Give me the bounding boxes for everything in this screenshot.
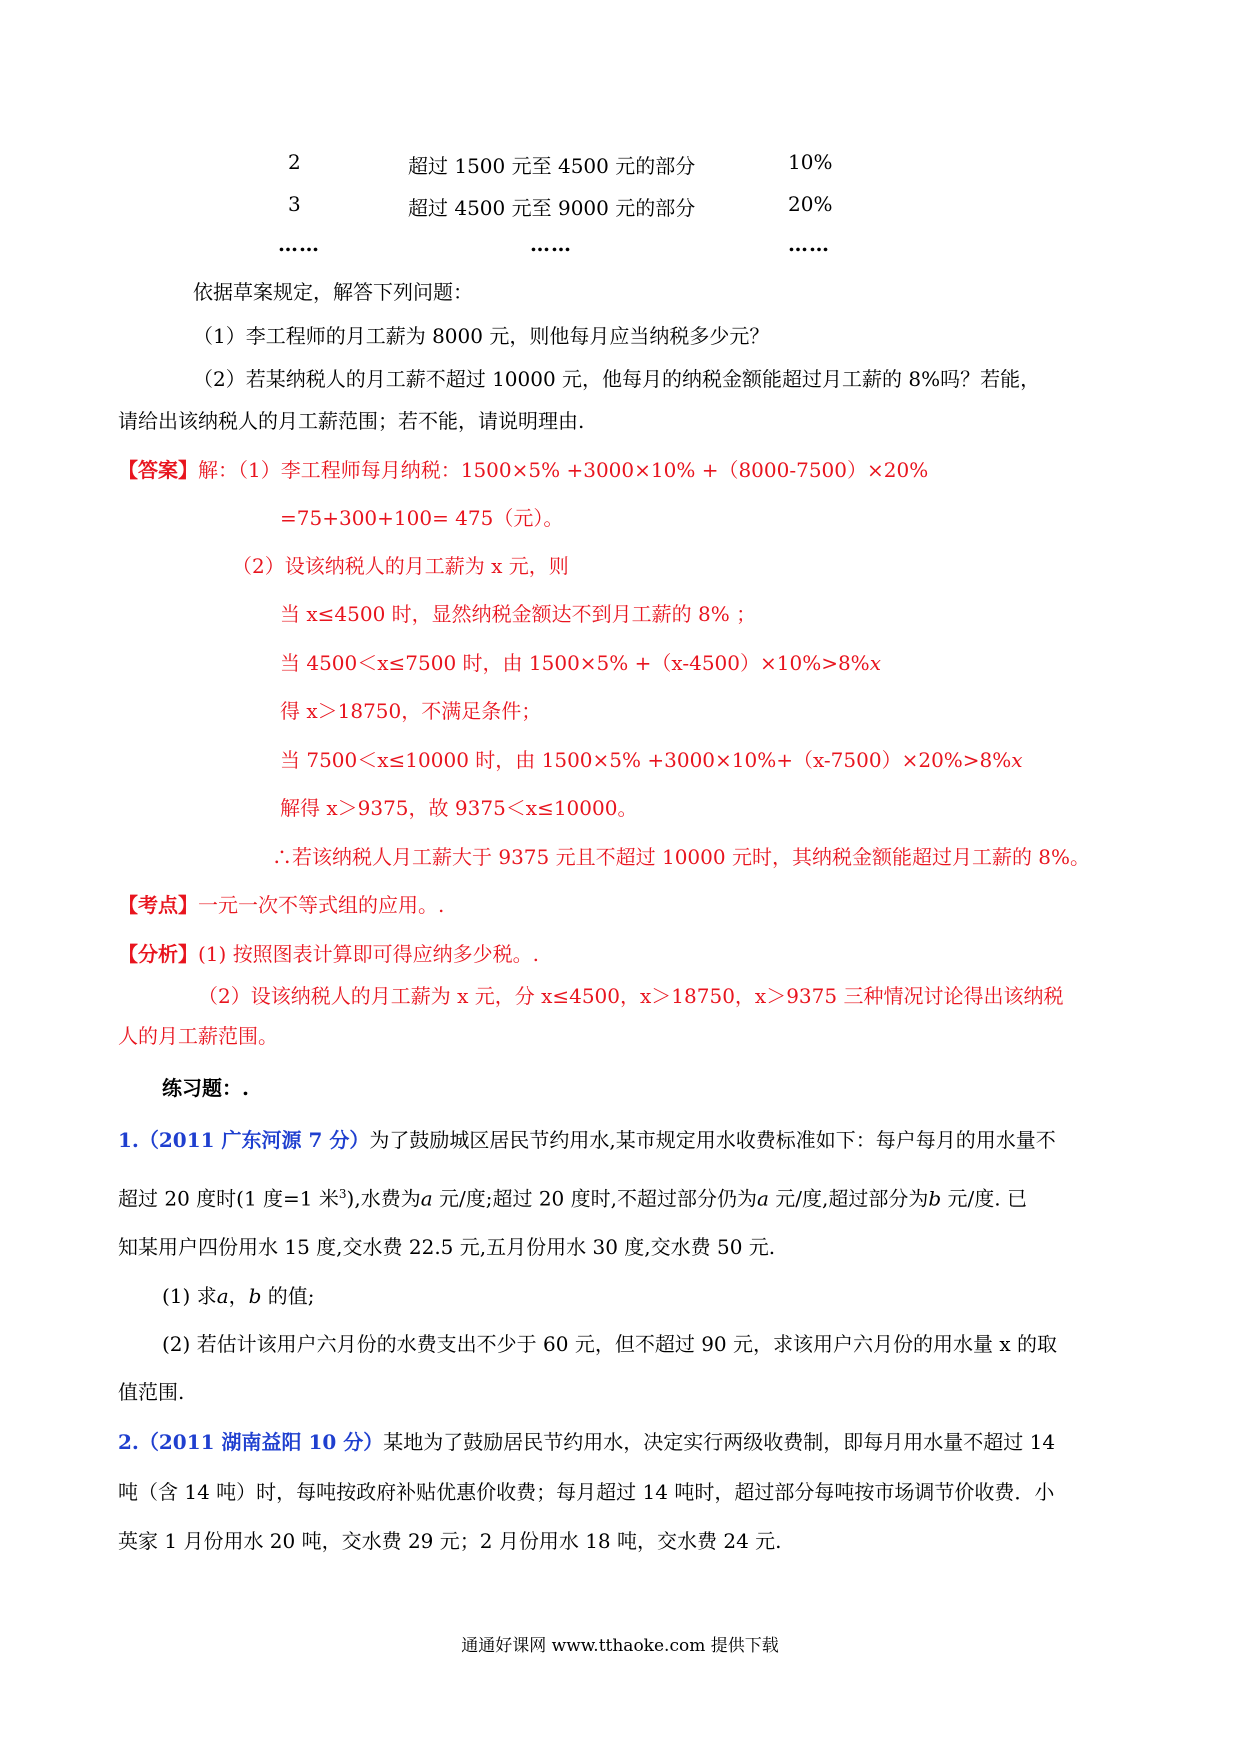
practice-2-source: （2011 湖南益阳 10 分）: [138, 1430, 384, 1454]
practice-1-text-2e: 元/度. 已: [941, 1186, 1028, 1211]
practice-1-text-1: 为了鼓励城区居民节约用水,某市规定用水收费标准如下：每户每月的用水量不: [369, 1128, 1056, 1152]
answer-line-2: =75+300+100= 475（元）。: [280, 506, 564, 530]
fenxi-tag: 【分析】: [118, 942, 198, 966]
answer-line-7-text: 当 7500＜x≤10000 时，由 1500×5% +3000×10%+（x-7500）×20%>8%: [280, 748, 1012, 772]
practice-2-number: 2.: [118, 1430, 139, 1454]
variable-b: b: [248, 1284, 262, 1308]
answer-line-3: （2）设该纳税人的月工薪为 x 元，则: [232, 554, 569, 578]
problem-question-2-line-2: 请给出该纳税人的月工薪范围；若不能，请说明理由.: [118, 409, 585, 433]
variable-x: x: [1011, 748, 1023, 772]
page-footer: 通通好课网 www.tthaoke.com 提供下载: [461, 1636, 779, 1656]
practice-1-q1-text-a: (1) 求: [162, 1284, 217, 1308]
practice-1-line-2: [118, 1180, 1027, 1213]
answer-line-5: [280, 649, 881, 677]
practice-1-text-2c: 元/度;超过 20 度时,不超过部分仍为: [432, 1186, 757, 1211]
superscript: 3: [338, 1187, 347, 1201]
table-cell-rate: 10%: [788, 150, 833, 174]
table-row: [0, 150, 1240, 180]
table-cell-desc: ……: [530, 232, 572, 256]
practice-1-line-3: 知某用户四份用水 15 度,交水费 22.5 元,五月份用水 30 度,交水费 50 元.: [118, 1235, 776, 1259]
answer-line-5-text: 当 4500＜x≤7500 时，由 1500×5% +（x-4500）×10%>8%: [280, 651, 870, 675]
variable-a: a: [757, 1186, 769, 1211]
table-cell-desc: 超过 1500 元至 4500 元的部分: [408, 154, 696, 178]
practice-1-number: 1.: [118, 1128, 139, 1152]
answer-text: 解：（1）李工程师每月纳税：1500×5% +3000×10% +（8000-7500）×20%: [198, 458, 929, 482]
practice-1-question-1: [162, 1282, 315, 1310]
practice-1-line-1: [118, 1126, 1056, 1154]
problem-question-2-line-1: （2）若某纳税人的月工薪不超过 10000 元，他每月的纳税金额能超过月工薪的 8%吗？若能，: [193, 367, 1041, 391]
practice-heading: 练习题：.: [162, 1076, 249, 1100]
practice-1-question-2-line-2: 值范围.: [118, 1380, 185, 1404]
practice-1-source: （2011 广东河源 7 分）: [138, 1128, 370, 1152]
answer-line-4: 当 x≤4500 时，显然纳税金额达不到月工薪的 8% ；: [280, 602, 757, 626]
practice-2-line-1: [118, 1428, 1055, 1456]
kaodian-tag: 【考点】: [118, 893, 198, 917]
practice-2-line-2: 吨（含 14 吨）时，每吨按政府补贴优惠价收费；每月超过 14 吨时，超过部分每吨按市场调节价收费．小: [118, 1480, 1055, 1504]
variable-a: a: [420, 1186, 433, 1211]
variable-b: b: [928, 1186, 942, 1211]
kaodian-text: 一元一次不等式组的应用。.: [198, 893, 445, 917]
answer-conclusion: ∴若该纳税人月工薪大于 9375 元且不超过 10000 元时，其纳税金额能超过月工薪的 8%。: [272, 845, 1091, 869]
answer-line-1: [118, 456, 928, 484]
variable-x: x: [869, 651, 881, 675]
answer-tag: 【答案】: [118, 458, 198, 482]
kaodian-line: [118, 891, 444, 919]
practice-1-question-2-line-1: (2) 若估计该用户六月份的水费支出不少于 60 元，但不超过 90 元，求该用户六月份的用水量 x 的取: [162, 1332, 1058, 1356]
answer-line-8: 解得 x＞9375，故 9375＜x≤10000。: [280, 796, 638, 820]
table-cell-level: 2: [288, 150, 301, 174]
fenxi-line-1: [118, 940, 539, 968]
practice-1-text-2d: 元/度,超过部分为: [768, 1186, 929, 1211]
practice-1-q1-text-c: 的值;: [261, 1284, 315, 1308]
table-cell-rate: ……: [788, 232, 830, 256]
table-row: [0, 192, 1240, 222]
practice-1-text-2b: ),水费为: [346, 1186, 421, 1211]
table-cell-level: ……: [278, 232, 320, 256]
practice-1-text-2a: 超过 20 度时(1 度=1 米: [118, 1186, 339, 1211]
table-row: [0, 232, 1240, 262]
variable-a: a: [216, 1284, 229, 1308]
practice-2-text-1: 某地为了鼓励居民节约用水，决定实行两级收费制，即每月用水量不超过 14: [383, 1430, 1056, 1454]
fenxi-line-2: （2）设该纳税人的月工薪为 x 元，分 x≤4500，x＞18750，x＞9375 三种情况讨论得出该纳税: [198, 984, 1064, 1008]
practice-2-line-3: 英家 1 月份用水 20 吨，交水费 29 元；2 月份用水 18 吨，交水费 24 元.: [118, 1529, 782, 1553]
table-cell-rate: 20%: [788, 192, 833, 216]
problem-question-1: （1）李工程师的月工薪为 8000 元，则他每月应当纳税多少元？: [193, 324, 770, 348]
table-cell-level: 3: [288, 192, 301, 216]
answer-line-6: 得 x＞18750，不满足条件；: [280, 699, 542, 723]
fenxi-line-3: 人的月工薪范围。: [118, 1024, 278, 1048]
problem-intro: 依据草案规定，解答下列问题：: [193, 280, 473, 304]
practice-1-q1-text-b: ，: [228, 1284, 249, 1308]
answer-line-7: [280, 746, 1023, 774]
table-cell-desc: 超过 4500 元至 9000 元的部分: [408, 196, 696, 220]
fenxi-text-1: (1) 按照图表计算即可得应纳多少税。.: [198, 942, 540, 966]
